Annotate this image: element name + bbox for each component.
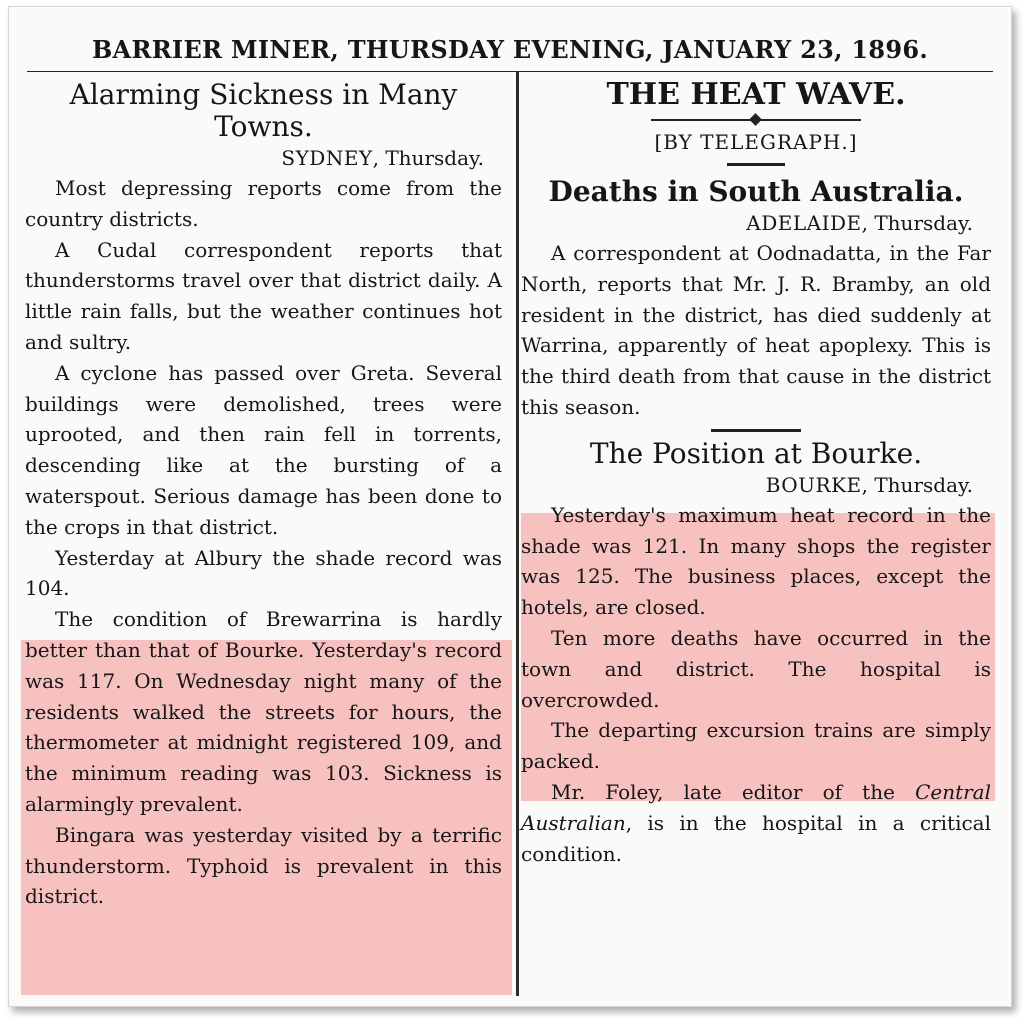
dateline-sydney [25, 143, 502, 173]
headline-heat-wave: THE HEAT WAVE. [606, 77, 906, 112]
paragraph: Yesterday at Albury the shade record was 104. [25, 545, 502, 601]
dateline-bourke [521, 470, 991, 500]
right-column [521, 79, 991, 869]
dateline-adelaide [521, 208, 991, 238]
paragraph-bourke-heat: Yesterday's maximum heat record in the shade was 121. In many shops the register was 125. The business places, except the hotels, are closed. [521, 502, 991, 620]
masthead-rule [27, 71, 993, 72]
paragraph: A Cudal correspondent reports that thunderstorms travel over that district daily. A little rain falls, but the weather continues hot and sultry. [25, 237, 502, 354]
paragraph-bourke-deaths: Ten more deaths have occurred in the town and district. The hospital is overcrowded. [521, 625, 991, 712]
paragraph-excursion-trains: The departing excursion trains are simply packed. [521, 718, 991, 774]
dateline-day: , Thursday. [861, 472, 973, 497]
dateline-day: , Thursday. [372, 146, 484, 170]
short-rule [711, 429, 801, 432]
paragraph-brewarrina: The condition of Brewarrina is hardly better than that of Bourke. Yesterday's record was 117. On Wednesday night many of the residents walked the streets for hours, the thermometer at midnight registered 109, and the minimum reading was 103. Sickness is alarmingly prevalent. [25, 607, 502, 816]
newspaper-clipping [8, 6, 1012, 1007]
left-column [25, 79, 502, 912]
dateline-day: , Thursday. [861, 211, 973, 235]
headline-alarming-sickness: Alarming Sickness in Many Towns. [69, 78, 458, 143]
column-divider [516, 71, 519, 996]
italic-newspaper-name: Central Australian [521, 779, 991, 835]
dateline-place: ADELAIDE [746, 211, 862, 235]
dateline-place: BOURKE [765, 472, 862, 497]
paragraph: A cyclone has passed over Greta. Several buildings were demolished, trees were uprooted, and then rain fell in torrents, descending like at the bursting of a waterspout. Serious damage has been done to the crops in that district. [25, 360, 502, 539]
dateline-place: SYDNEY [281, 146, 373, 170]
paragraph-foley: Mr. Foley, late editor of the Central Australian, is in the hospital in a critical condition. [521, 779, 991, 866]
diamond-ornament-icon [749, 113, 762, 126]
paragraph-bingara: Bingara was yesterday visited by a terrific thunderstorm. Typhoid is prevalent in this district. [25, 822, 502, 909]
ornament-rule [651, 113, 861, 127]
byline-telegraph: [BY TELEGRAPH.] [654, 130, 858, 154]
short-rule [727, 163, 785, 166]
paragraph-oodnadatta: A correspondent at Oodnadatta, in the Far North, reports that Mr. J. R. Bramby, an old resident in the district, has died suddenly at Warrina, apparently of heat apoplexy. This is the third death from that cause in the district this season. [521, 241, 991, 419]
subhead-deaths-sa: Deaths in South Australia. [548, 175, 964, 208]
subhead-bourke: The Position at Bourke. [589, 436, 923, 470]
paragraph: Most depressing reports come from the country districts. [25, 176, 502, 231]
masthead: BARRIER MINER, THURSDAY EVENING, JANUARY 23, 1896. [91, 35, 929, 64]
